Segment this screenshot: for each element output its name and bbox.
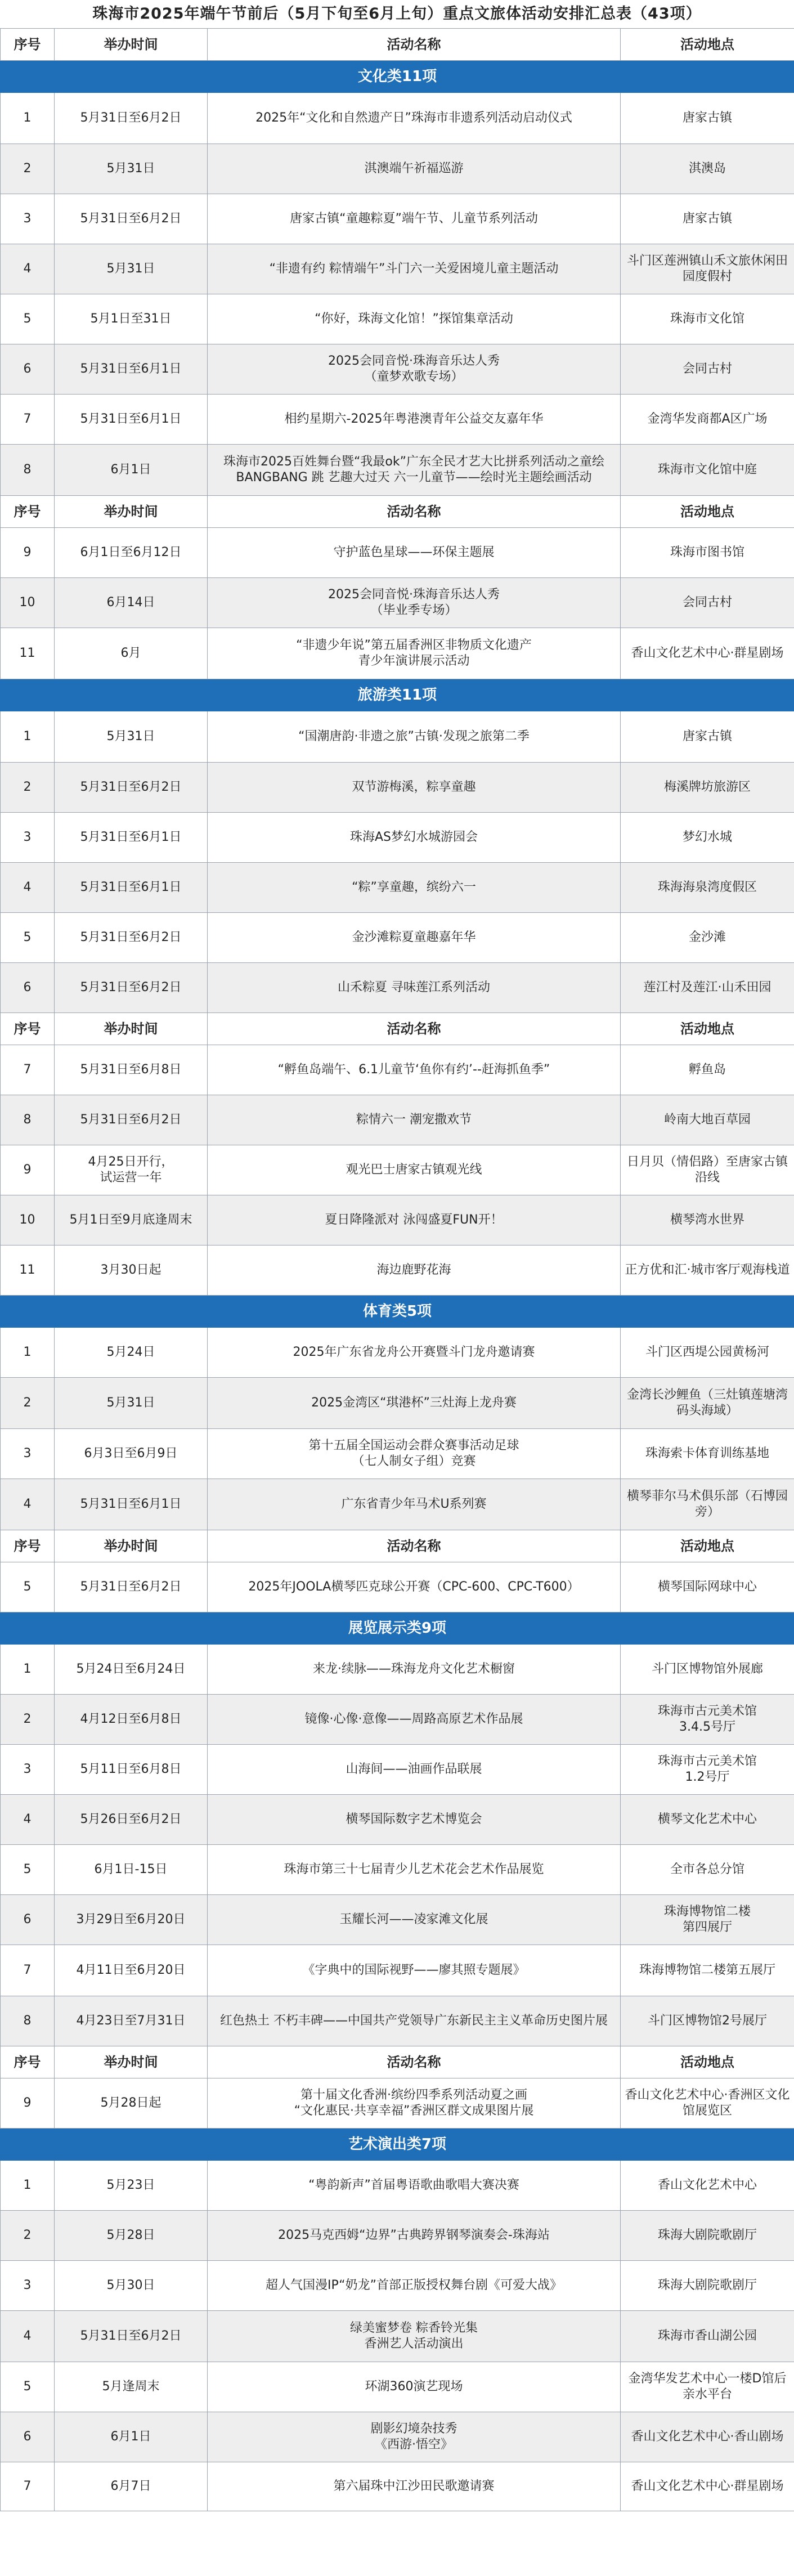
row-time: 5月31日 [55, 711, 208, 763]
row-location: 淇澳岛 [621, 144, 794, 194]
row-number: 2 [1, 1695, 55, 1745]
table-row [1, 528, 794, 578]
row-activity-name: 粽情六一 潮宠撒欢节 [208, 1095, 621, 1145]
row-location: 会同古村 [621, 344, 794, 395]
row-time: 5月31日至6月2日 [55, 913, 208, 963]
row-activity-name: 珠海AS梦幻水城游园会 [208, 813, 621, 863]
row-activity-name: 双节游梅溪，粽享童趣 [208, 763, 621, 813]
row-number: 10 [1, 578, 55, 628]
row-number: 10 [1, 1195, 55, 1246]
table-row [1, 2462, 794, 2511]
header-no: 序号 [1, 29, 55, 61]
row-number: 5 [1, 1562, 55, 1612]
row-time: 5月28日起 [55, 2078, 208, 2129]
row-time: 5月逢周末 [55, 2362, 208, 2412]
row-time: 4月25日开行， 试运营一年 [55, 1145, 208, 1195]
row-number: 1 [1, 2161, 55, 2211]
section-title-row [1, 679, 794, 711]
row-number: 1 [1, 711, 55, 763]
table-row [1, 93, 794, 144]
row-number: 7 [1, 2462, 55, 2511]
row-activity-name: 夏日降隆派对 泳闯盛夏FUN开！ [208, 1195, 621, 1246]
row-number: 7 [1, 1045, 55, 1095]
table-row [1, 1845, 794, 1895]
header-place: 活动地点 [621, 1013, 794, 1045]
row-activity-name: 第十五届全国运动会群众赛事活动足球 （七人制女子组）竞赛 [208, 1429, 621, 1479]
header-name: 活动名称 [208, 1013, 621, 1045]
row-location: 梅溪牌坊旅游区 [621, 763, 794, 813]
row-time: 5月24日 [55, 1328, 208, 1378]
table-row [1, 963, 794, 1013]
row-location: 香山文化艺术中心 [621, 2161, 794, 2211]
row-number: 9 [1, 528, 55, 578]
header-name: 活动名称 [208, 496, 621, 528]
row-activity-name: “非遗有约 粽情端午”斗门六一关爱困境儿童主题活动 [208, 244, 621, 294]
row-number: 4 [1, 1795, 55, 1845]
table-header-row [1, 1013, 794, 1045]
row-activity-name: 玉耀长河——凌家滩文化展 [208, 1895, 621, 1945]
row-activity-name: “孵鱼岛端午、6.1儿童节‘鱼你有约’--赶海抓鱼季” [208, 1045, 621, 1095]
table-header-row [1, 29, 794, 61]
row-location: 全市各总分馆 [621, 1845, 794, 1895]
row-number: 1 [1, 1328, 55, 1378]
row-time: 5月26日至6月2日 [55, 1795, 208, 1845]
table-row [1, 863, 794, 913]
row-activity-name: 2025会同音悦·珠海音乐达人秀 （童梦欢歌专场） [208, 344, 621, 395]
row-activity-name: 淇澳端午祈福巡游 [208, 144, 621, 194]
row-location: 珠海大剧院歌剧厅 [621, 2261, 794, 2311]
activity-table [0, 28, 794, 2511]
row-activity-name: 观光巴士唐家古镇观光线 [208, 1145, 621, 1195]
row-time: 6月1日 [55, 445, 208, 496]
row-number: 3 [1, 1429, 55, 1479]
row-location: 珠海市古元美术馆 3.4.5号厅 [621, 1695, 794, 1745]
row-location: 会同古村 [621, 578, 794, 628]
table-row [1, 1745, 794, 1795]
row-activity-name: 2025年广东省龙舟公开赛暨斗门龙舟邀请赛 [208, 1328, 621, 1378]
row-time: 5月31日至6月2日 [55, 93, 208, 144]
row-location: 香山文化艺术中心·群星剧场 [621, 2462, 794, 2511]
row-location: 唐家古镇 [621, 194, 794, 244]
row-activity-name: 海边鹿野花海 [208, 1246, 621, 1296]
header-name: 活动名称 [208, 2046, 621, 2078]
header-no: 序号 [1, 2046, 55, 2078]
row-activity-name: “非遗少年说”第五届香洲区非物质文化遗产 青少年演讲展示活动 [208, 628, 621, 679]
row-number: 3 [1, 1745, 55, 1795]
row-activity-name: 第六届珠中江沙田民歌邀请赛 [208, 2462, 621, 2511]
table-row [1, 1895, 794, 1945]
row-number: 11 [1, 628, 55, 679]
row-time: 5月31日至6月1日 [55, 344, 208, 395]
row-location: 斗门区西堤公园黄杨河 [621, 1328, 794, 1378]
header-time: 举办时间 [55, 29, 208, 61]
table-row [1, 1145, 794, 1195]
row-time: 5月30日 [55, 2261, 208, 2311]
header-name: 活动名称 [208, 29, 621, 61]
row-number: 4 [1, 2311, 55, 2362]
row-activity-name: “粽”享童趣，缤纷六一 [208, 863, 621, 913]
row-time: 5月23日 [55, 2161, 208, 2211]
section-title-row [1, 1296, 794, 1328]
row-location: 珠海索卡体育训练基地 [621, 1429, 794, 1479]
row-time: 6月14日 [55, 578, 208, 628]
section-title: 展览展示类9项 [1, 1612, 794, 1645]
row-time: 5月31日至6月2日 [55, 763, 208, 813]
row-activity-name: 《字典中的国际视野——廖其照专题展》 [208, 1945, 621, 1996]
document-title: 珠海市2025年端午节前后（5月下旬至6月上旬）重点文旅体活动安排汇总表（43项） [92, 5, 702, 23]
row-time: 5月31日 [55, 144, 208, 194]
table-row [1, 1045, 794, 1095]
row-number: 8 [1, 1996, 55, 2046]
row-time: 5月31日至6月2日 [55, 1095, 208, 1145]
table-row [1, 445, 794, 496]
table-row [1, 1429, 794, 1479]
row-activity-name: 山海间——油画作品联展 [208, 1745, 621, 1795]
row-time: 6月 [55, 628, 208, 679]
row-number: 1 [1, 1645, 55, 1695]
table-header-row [1, 496, 794, 528]
table-row [1, 1945, 794, 1996]
row-time: 5月31日至6月8日 [55, 1045, 208, 1095]
row-time: 6月3日至6月9日 [55, 1429, 208, 1479]
row-number: 9 [1, 1145, 55, 1195]
table-row [1, 1645, 794, 1695]
header-time: 举办时间 [55, 1530, 208, 1562]
header-time: 举办时间 [55, 1013, 208, 1045]
row-number: 8 [1, 1095, 55, 1145]
row-number: 5 [1, 913, 55, 963]
row-activity-name: 红色热土 不朽丰碑——中国共产党领导广东新民主主义革命历史图片展 [208, 1996, 621, 2046]
table-row [1, 2362, 794, 2412]
row-number: 3 [1, 2261, 55, 2311]
table-row [1, 2261, 794, 2311]
table-row [1, 913, 794, 963]
table-header-row [1, 2046, 794, 2078]
row-time: 5月31日至6月2日 [55, 194, 208, 244]
header-time: 举办时间 [55, 2046, 208, 2078]
row-location: 珠海博物馆二楼 第四展厅 [621, 1895, 794, 1945]
row-time: 6月1日至6月12日 [55, 528, 208, 578]
row-number: 7 [1, 395, 55, 445]
header-no: 序号 [1, 1013, 55, 1045]
row-location: 珠海市文化馆 [621, 294, 794, 344]
row-location: 唐家古镇 [621, 93, 794, 144]
row-activity-name: 相约星期六-2025年粤港澳青年公益交友嘉年华 [208, 395, 621, 445]
row-location: 珠海市古元美术馆 1.2号厅 [621, 1745, 794, 1795]
table-row [1, 813, 794, 863]
row-number: 2 [1, 2211, 55, 2261]
row-location: 珠海市图书馆 [621, 528, 794, 578]
header-time: 举办时间 [55, 496, 208, 528]
row-activity-name: 镜像·心像·意像——周路高原艺术作品展 [208, 1695, 621, 1745]
table-row [1, 578, 794, 628]
table-row [1, 1195, 794, 1246]
row-time: 5月28日 [55, 2211, 208, 2261]
table-row [1, 2412, 794, 2462]
row-activity-name: 绿美蜜梦卷 粽香铃光集 香洲艺人活动演出 [208, 2311, 621, 2362]
row-activity-name: 2025年“文化和自然遗产日”珠海市非遗系列活动启动仪式 [208, 93, 621, 144]
row-number: 6 [1, 344, 55, 395]
table-row [1, 1562, 794, 1612]
table-row [1, 1795, 794, 1845]
row-number: 3 [1, 813, 55, 863]
row-location: 横琴文化艺术中心 [621, 1795, 794, 1845]
row-activity-name: 2025会同音悦·珠海音乐达人秀 （毕业季专场） [208, 578, 621, 628]
row-activity-name: 第十届文化香洲·缤纷四季系列活动夏之画 “文化惠民·共享幸福”香洲区群文成果图片展 [208, 2078, 621, 2129]
row-number: 1 [1, 93, 55, 144]
row-time: 5月31日至6月2日 [55, 963, 208, 1013]
row-number: 2 [1, 763, 55, 813]
table-header-row [1, 1530, 794, 1562]
row-location: 珠海市香山湖公园 [621, 2311, 794, 2362]
row-location: 金湾华发艺术中心一楼D馆后亲水平台 [621, 2362, 794, 2412]
row-time: 5月1日至31日 [55, 294, 208, 344]
row-time: 5月31日 [55, 1378, 208, 1429]
row-time: 5月31日 [55, 244, 208, 294]
header-place: 活动地点 [621, 1530, 794, 1562]
row-activity-name: “你好，珠海文化馆！”探馆集章活动 [208, 294, 621, 344]
row-activity-name: 来龙·续脉——珠海龙舟文化艺术橱窗 [208, 1645, 621, 1695]
row-time: 3月30日起 [55, 1246, 208, 1296]
row-number: 9 [1, 2078, 55, 2129]
row-activity-name: 2025马克西姆“边界”古典跨界钢琴演奏会-珠海站 [208, 2211, 621, 2261]
row-activity-name: 唐家古镇“童趣粽夏”端午节、儿童节系列活动 [208, 194, 621, 244]
row-number: 2 [1, 144, 55, 194]
row-number: 6 [1, 1895, 55, 1945]
section-title: 艺术演出类7项 [1, 2129, 794, 2161]
table-row [1, 2311, 794, 2362]
table-row [1, 344, 794, 395]
row-activity-name: 2025年JOOLA横琴匹克球公开赛（CPC-600、CPC-T600） [208, 1562, 621, 1612]
table-row [1, 2211, 794, 2261]
row-location: 横琴湾水世界 [621, 1195, 794, 1246]
row-number: 5 [1, 294, 55, 344]
row-location: 珠海海泉湾度假区 [621, 863, 794, 913]
row-location: 香山文化艺术中心·群星剧场 [621, 628, 794, 679]
row-activity-name: 山禾粽夏 寻味莲江系列活动 [208, 963, 621, 1013]
row-location: 香山文化艺术中心·香山剧场 [621, 2412, 794, 2462]
row-location: 珠海市文化馆中庭 [621, 445, 794, 496]
header-place: 活动地点 [621, 2046, 794, 2078]
row-location: 金湾长沙鲤鱼（三灶镇莲塘湾码头海域） [621, 1378, 794, 1429]
row-number: 4 [1, 863, 55, 913]
row-number: 6 [1, 2412, 55, 2462]
table-row [1, 1095, 794, 1145]
header-place: 活动地点 [621, 29, 794, 61]
row-activity-name: 2025金湾区“琪港杯”三灶海上龙舟赛 [208, 1378, 621, 1429]
header-name: 活动名称 [208, 1530, 621, 1562]
row-time: 5月31日至6月1日 [55, 1479, 208, 1530]
row-location: 横琴国际网球中心 [621, 1562, 794, 1612]
section-title-row [1, 2129, 794, 2161]
section-title: 文化类11项 [1, 61, 794, 93]
table-row [1, 1328, 794, 1378]
section-title-row [1, 1612, 794, 1645]
row-activity-name: 珠海市第三十七届青少儿艺术花会艺术作品展览 [208, 1845, 621, 1895]
row-location: 梦幻水城 [621, 813, 794, 863]
row-location: 正方优和汇·城市客厅观海栈道 [621, 1246, 794, 1296]
row-number: 6 [1, 963, 55, 1013]
row-number: 3 [1, 194, 55, 244]
row-number: 5 [1, 1845, 55, 1895]
section-title: 旅游类11项 [1, 679, 794, 711]
row-location: 莲江村及莲江·山禾田园 [621, 963, 794, 1013]
row-activity-name: 广东省青少年马术U系列赛 [208, 1479, 621, 1530]
row-activity-name: 珠海市2025百姓舞台暨“我最ok”广东全民才艺大比拼系列活动之童绘 BANGBANG 跳 艺趣大过天 六一儿童节——绘时光主题绘画活动 [208, 445, 621, 496]
row-time: 5月11日至6月8日 [55, 1745, 208, 1795]
row-location: 斗门区博物馆2号展厅 [621, 1996, 794, 2046]
header-place: 活动地点 [621, 496, 794, 528]
table-row [1, 294, 794, 344]
row-number: 5 [1, 2362, 55, 2412]
row-number: 2 [1, 1378, 55, 1429]
row-location: 金沙滩 [621, 913, 794, 963]
table-row [1, 2161, 794, 2211]
row-number: 4 [1, 244, 55, 294]
row-activity-name: 环湖360演艺现场 [208, 2362, 621, 2412]
table-row [1, 1695, 794, 1745]
table-row [1, 1378, 794, 1429]
header-no: 序号 [1, 496, 55, 528]
row-time: 5月31日至6月1日 [55, 395, 208, 445]
row-time: 5月1日至9月底逢周末 [55, 1195, 208, 1246]
row-number: 7 [1, 1945, 55, 1996]
row-location: 岭南大地百草园 [621, 1095, 794, 1145]
table-row [1, 1996, 794, 2046]
row-activity-name: “粤韵新声”首届粤语歌曲歌唱大赛决赛 [208, 2161, 621, 2211]
table-row [1, 1246, 794, 1296]
row-time: 5月24日至6月24日 [55, 1645, 208, 1695]
row-location: 珠海博物馆二楼第五展厅 [621, 1945, 794, 1996]
row-number: 11 [1, 1246, 55, 1296]
row-time: 6月7日 [55, 2462, 208, 2511]
row-activity-name: 守护蓝色星球——环保主题展 [208, 528, 621, 578]
row-time: 3月29日至6月20日 [55, 1895, 208, 1945]
row-activity-name: 金沙滩粽夏童趣嘉年华 [208, 913, 621, 963]
row-number: 8 [1, 445, 55, 496]
row-location: 金湾华发商都A区广场 [621, 395, 794, 445]
section-title-row [1, 61, 794, 93]
row-time: 5月31日至6月1日 [55, 813, 208, 863]
table-row [1, 628, 794, 679]
table-row [1, 1479, 794, 1530]
table-row [1, 763, 794, 813]
row-time: 6月1日-15日 [55, 1845, 208, 1895]
row-location: 斗门区博物馆外展廊 [621, 1645, 794, 1695]
row-location: 珠海大剧院歌剧厅 [621, 2211, 794, 2261]
row-time: 6月1日 [55, 2412, 208, 2462]
row-time: 5月31日至6月1日 [55, 863, 208, 913]
table-row [1, 144, 794, 194]
row-time: 4月23日至7月31日 [55, 1996, 208, 2046]
row-number: 4 [1, 1479, 55, 1530]
row-activity-name: 超人气国漫IP“奶龙”首部正版授权舞台剧《可爱大战》 [208, 2261, 621, 2311]
row-time: 5月31日至6月2日 [55, 1562, 208, 1612]
table-row [1, 2078, 794, 2129]
row-location: 孵鱼岛 [621, 1045, 794, 1095]
row-location: 日月贝（情侣路）至唐家古镇沿线 [621, 1145, 794, 1195]
row-activity-name: 剧影幻境杂技秀 《西游·悟空》 [208, 2412, 621, 2462]
table-row [1, 711, 794, 763]
row-activity-name: “国潮唐韵·非遗之旅”古镇·发现之旅第二季 [208, 711, 621, 763]
table-row [1, 244, 794, 294]
header-no: 序号 [1, 1530, 55, 1562]
row-time: 4月11日至6月20日 [55, 1945, 208, 1996]
row-time: 4月12日至6月8日 [55, 1695, 208, 1745]
row-location: 斗门区莲洲镇山禾文旅休闲田园度假村 [621, 244, 794, 294]
row-location: 香山文化艺术中心·香洲区文化馆展览区 [621, 2078, 794, 2129]
row-location: 横琴菲尔马术俱乐部（石博园旁） [621, 1479, 794, 1530]
section-title: 体育类5项 [1, 1296, 794, 1328]
table-row [1, 395, 794, 445]
row-time: 5月31日至6月2日 [55, 2311, 208, 2362]
row-location: 唐家古镇 [621, 711, 794, 763]
row-activity-name: 横琴国际数字艺术博览会 [208, 1795, 621, 1845]
table-row [1, 194, 794, 244]
